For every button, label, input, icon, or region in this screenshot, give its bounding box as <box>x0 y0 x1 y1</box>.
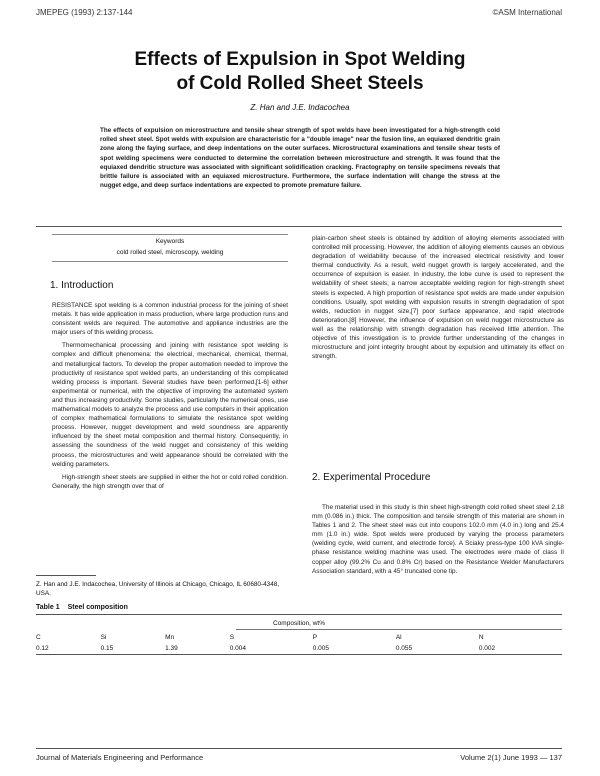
column-header: Si <box>100 634 107 641</box>
column-header: N <box>478 634 484 641</box>
journal-citation: JMEPEG (1993) 2:137-144 <box>36 8 133 17</box>
table-cell: 0.12 <box>36 643 101 655</box>
volume-page: Volume 2(1) June 1993 — 137 <box>460 753 562 762</box>
abstract-divider <box>36 226 562 227</box>
table-title: Steel composition <box>67 604 128 611</box>
keywords-box <box>52 234 288 262</box>
table-cell: 0.005 <box>313 643 396 655</box>
abstract: The effects of expulsion on microstructure and tensile shear strength of spot welds have been investigated for a high-strength cold rolled sheet steel. Spot welds with expulsion are characteristic for a "double image" near the fusion line, an equiaxed dendritic grain zone along the faying surface, and deep indentations on the outer surfaces. Microstructural examinations and tensile shear tests of spot welding specimens were conducted to determine the correlation between microstructure and strength. It was found that the equiaxed dendritic structure was associated with significant solidification cracking. Fractography on tensile specimens reveals that brittle failure is associated with an equiaxed microstructure. Furthermore, the surface indentation will change the stress at the nugget edge, and deep surface indentations are expected to promote premature failure. <box>100 127 500 190</box>
table-cell: 0.002 <box>479 643 562 655</box>
experimental-column <box>312 503 564 580</box>
table-header-row <box>36 632 562 643</box>
table-cell: 0.15 <box>101 643 166 655</box>
composition-table <box>36 632 562 655</box>
paragraph: RESISTANCE spot welding is a common industrial process for the joining of sheet metals. It has wide application in mass production, where large production runs and consistent welds are required. The automotive and appliance industries are the major users of this welding process. <box>52 302 288 337</box>
paragraph: plain-carbon sheet steels is obtained by addition of alloying elements associated with controlled mill processing. However, the addition of alloying elements causes an obvious degradation of weldability because of the increased electrical resistivity and lower thermal conductivity. As a result, weld nugget growth is largely accelerated, and the occurrence of expulsion is easier. In industry, the lobe curve is used to represent the weldability of sheet steels; a narrow acceptable welding region for high-strength sheet steels is expected. A high proportion of resistance spot welds are made under expulsion conditions. Usually, spot welding with expulsion results in strength degradation of spot welds, reduction in nugget size,[7] poor surface appearance, and rapid electrode deterioration.[8] However, the influence of expulsion on weld nugget microstructure as well as the relationship with strength degradation has received little attention. The objective of this investigation is to provide further understanding of the changes in microstructure and joint integrity brought about by expulsion and ultimately its effect on strength. <box>312 235 564 361</box>
table-cell: 0.004 <box>230 643 313 655</box>
introduction-column <box>52 301 288 495</box>
table-label: Table 1 <box>36 604 60 611</box>
paragraph: The material used in this study is thin sheet high-strength cold rolled sheet steel 2.18 mm (0.086 in.) thick. The composition and tensile strength of this material are shown in Tables 1 and 2. The sheet steel was cut into coupons 102.0 mm (4.0 in.) long and 25.4 mm (1.0 in.) wide. Spot welds were produced by varying the process parameters (welding cycle, weld current, and electrode force). A Sciaky press-type 100 kVA single-phase resistance welding machine was used. The electrodes were made of class II copper alloy (99.2% Cu and 0.8% Cr) based on the Resistance Welder Manufacturers Association standard, with a 45° truncated cone tip. <box>312 504 564 575</box>
table-caption <box>36 604 562 615</box>
authors: Z. Han and J.E. Indacochea <box>250 103 350 112</box>
section-heading-introduction: 1. Introduction <box>50 280 114 291</box>
column-header: C <box>36 634 41 641</box>
footnote-divider <box>36 575 96 576</box>
section-heading-experimental: 2. Experimental Procedure <box>312 472 431 483</box>
composition-header-rule <box>236 629 562 630</box>
table-cell: 0.055 <box>396 643 479 655</box>
table-row <box>36 643 562 655</box>
table-cell: 1.39 <box>165 643 230 655</box>
footer-divider <box>36 748 562 749</box>
page-footer <box>36 753 562 762</box>
column-header: Mn <box>165 634 175 641</box>
composition-header: Composition, wt% <box>272 620 326 627</box>
author-affiliation-footnote: Z. Han and J.E. Indacochea, University of Illinois at Chicago, Chicago, IL 60680-4348, USA. <box>36 581 280 597</box>
column-header: Al <box>395 634 402 641</box>
right-column-text <box>312 234 564 365</box>
title-line-1: Effects of Expulsion in Spot Welding <box>134 49 466 70</box>
keywords-heading: Keywords <box>155 238 185 245</box>
article-title <box>40 48 560 96</box>
table-steel-composition <box>36 604 562 655</box>
column-header: P <box>312 634 318 641</box>
title-line-2: of Cold Rolled Sheet Steels <box>176 73 424 94</box>
journal-name: Journal of Materials Engineering and Performance <box>36 753 204 762</box>
paragraph: Thermomechanical processing and joining with resistance spot welding is complex and difficult phenomena: the electrical, mechanical, chemical, thermal, and metallurgical factors. To develop the proper automation needed to improve the productivity of resistance spot welded parts, an understanding of this complicated welding process is important. Several studies have been performed,[1-6] either experimental or numerical, with the objective of improving the automated system and thus increasing productivity. Some studies, particularly the numerical ones, use mathematical models to analyze the process and use computers in their application of complex mathematical formulations to simulate the resistance spot welding process. However, nugget development and weld soundness are apparently influenced by the sheet metal composition and thermal history. Consequently, in assessing the soundness of the weld nugget and consistency of this welding process, the microstructures and weld appearance should be correlated with the welding parameters. <box>52 342 288 468</box>
column-header: S <box>229 634 235 641</box>
keywords-text: cold rolled steel, microscopy, welding <box>116 249 224 256</box>
paragraph: High-strength sheet steels are supplied in either the hot or cold rolled condition. Generally, the high strength over that of <box>52 473 288 490</box>
copyright-notice: ©ASM International <box>492 8 562 17</box>
page-header <box>36 8 562 17</box>
